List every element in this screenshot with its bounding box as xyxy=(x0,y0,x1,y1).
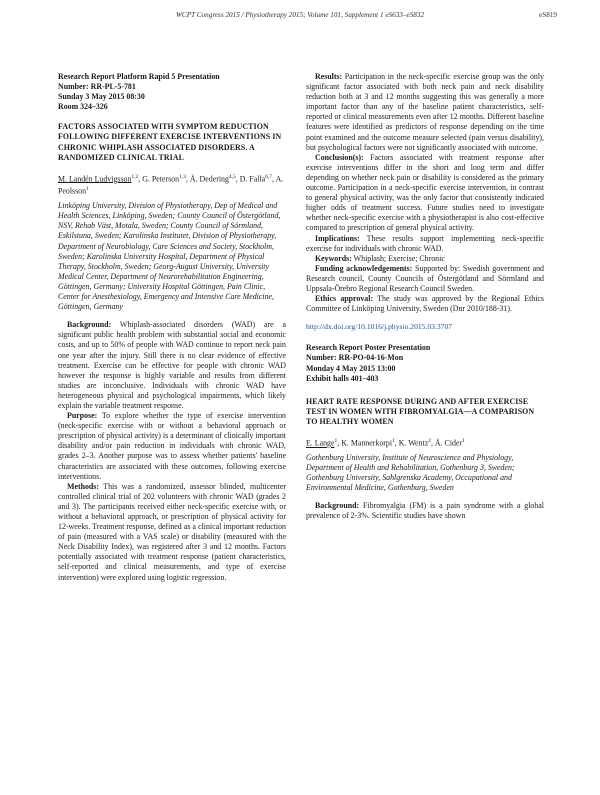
report1-methods xyxy=(58,482,286,583)
methods-label: Methods: xyxy=(67,481,99,491)
results-label: Results: xyxy=(315,72,343,81)
author-name: G. Peterson xyxy=(142,174,180,184)
report2-room: Exhibit halls 401–403 xyxy=(306,373,379,383)
background-text: Whiplash-associated disorders (WAD) are a significant public health problem with substantial social and economic costs, and up to 50% of people with WAD continue to report neck pain one year after the injury. Still there is no clear evidence of effective treatment. Exercise can be effective for people with chronic WAD however the response is highly variable and results from different studies are inconclusive. Individuals with chronic WAD have heterogeneous physical and psychological impairments, which likely explain the variable treatment response. xyxy=(58,320,286,410)
report1-meta xyxy=(58,72,286,112)
author-name: D. Falla xyxy=(239,174,266,184)
author-sup: 6,7 xyxy=(265,173,273,180)
author-name: K. Wentz xyxy=(398,438,429,448)
report1-results xyxy=(306,72,544,153)
background-label: Background: xyxy=(67,320,112,330)
conclusions-label: Conclusion(s): xyxy=(315,152,364,162)
author-name: M. Landén Ludvigsson xyxy=(58,174,132,184)
report1-conclusions xyxy=(306,153,544,234)
funding-text: Supported by: Swedish government and Research council, County Councils of Östergötland and Sörmland and Uppsala-Örebro Regional Research Council Sweden. xyxy=(306,263,544,293)
report2-date: Monday 4 May 2015 13:00 xyxy=(306,363,396,373)
background-text: Fibromyalgia (FM) is a pain syndrome with a global prevalence of 2-3%. Scientific studies have shown xyxy=(306,501,544,521)
report1-ethics xyxy=(306,294,544,314)
author-name: Å. Cider xyxy=(434,438,463,448)
report2-affiliations: Gothenburg University, Institute of Neuroscience and Physiology, Department of Health and Rehabilitation, Gothenburg 3, Sweden; Gothenburg University, Sahlgrenska Academy, Occupational and Environmental Medicine, Gothenburg, Sweden xyxy=(306,452,515,492)
purpose-text: To explore whether the type of exercise intervention (neck-specific exercise with or without a behavioral approach or prescription of physical activity) is a determinant of clinically important disability and/or pain reduction in individuals with chronic WAD, grades 2–3. Another purpose was to assess whether patients' baseline characteristics are associated with these outcomes, following exercise interventions. xyxy=(58,411,286,481)
author-sup: 1 xyxy=(334,438,338,444)
author-name: Å. Dedering xyxy=(189,174,229,184)
keywords-label: Keywords: xyxy=(315,253,352,263)
implications-text: These results support implementing neck-specific exercise for individuals with chronic WAD. xyxy=(306,233,544,253)
report2-background xyxy=(306,501,544,521)
doi-link[interactable]: http://dx.doi.org/10.1016/j.physio.2015.03.3707 xyxy=(306,322,453,332)
keywords-text: Whiplash; Exercise; Chronic xyxy=(353,253,445,263)
report1-implications xyxy=(306,234,544,254)
author-sup: 2 xyxy=(428,438,431,444)
author-name: A. Peolsson xyxy=(58,174,284,197)
report1-title: FACTORS ASSOCIATED WITH SYMPTOM REDUCTION FOLLOWING DIFFERENT EXERCISE INTERVENTIONS IN CHRONIC WHIPLASH ASSOCIATED DISORDERS. A RANDOMIZED CLINICAL TRIAL xyxy=(58,122,282,162)
author-sup: 1,3 xyxy=(179,173,186,180)
journal-citation: WCPT Congress 2015 / Physiotherapy 2015; Volume 101, Supplement 1 eS633–eS832 xyxy=(175,11,425,19)
report1-authors: M. Landén Ludvigsson$^{1,2}$, G. Peterson$^{1,3}$, Å. Dedering$^{4,5}$, D. Falla$^{6,7}$, A. Peolsson$^1$ xyxy=(58,173,284,197)
report1-affiliations: Linköping University, Division of Physiotherapy, Dep of Medical and Health Sciences, Linköping, Sweden; County Council of Östergötland, NSV, Rehab Väst, Motala, Sweden; County Council of Sörmland, Eskilstuna, Sweden; Karolinska Institutet, Division of Physiotherapy, Department of Neurobiology, Care Sciences and Society, Stockholm, Sweden; Karolinska University Hospital, Department of Physical Therapy, Stockholm, Sweden; Georg-August University, University Medical Center, Department of Neurorehabilitation Engineering, Göttingen, Germany; University Hospital Göttingen, Pain Clinic, Center for Anesthesiology, Emergency and Intensive Care Medicine, Göttingen, Germany xyxy=(58,201,281,312)
author-name: K. Mannerkorpi xyxy=(341,438,393,448)
implications-label: Implications: xyxy=(315,233,360,243)
ethics-label: Ethics approval: xyxy=(315,294,374,304)
report2-meta xyxy=(306,343,544,383)
report2-type: Research Report Poster Presentation xyxy=(306,343,431,353)
conclusions-text: Factors associated with treatment response after exercise interventions differ in the short and long term and differ depending on whether neck pain or disability is considered as the primary outcome. Participation in a neck-specific exercise intervention, in contrast to general physical activity, was the only factor that consistently indicated higher odds of treatment success. Future studies need to investigate whether neck-specific exercise with a physiotherapist is also cost-effective compared to prescription of general physical activity. xyxy=(306,152,544,233)
author-sup: 4,5 xyxy=(228,173,236,180)
results-text: Participation in the neck-specific exercise group was the only significant factor associated with both neck pain and neck disability reduction both at 3 and 12 months suggesting this was generally a more important factor than any of the baseline patient characteristics, self-reported or clinical measurements even after 12 months. Different baseline features were identified as predictors of response depending on the time point examined and the outcome measure selected (pain versus disability), but psychological factors were not significantly associated with outcome. xyxy=(306,72,544,152)
report1-type: Research Report Platform Rapid 5 Presentation xyxy=(58,72,220,81)
author-sup: 1,2 xyxy=(131,173,139,180)
page-number: eS819 xyxy=(539,11,557,19)
report1-background xyxy=(58,320,286,411)
author-sup: 1 xyxy=(462,438,465,444)
report1-funding xyxy=(306,264,544,294)
report1-number: Number: RR-PL-5-781 xyxy=(58,82,136,92)
methods-text: This was a randomized, assessor blinded, multicenter controlled clinical trial of 202 volunteers with chronic WAD (grades 2 and 3). The participants received either neck-specific exercise with, or without a behavioral approach, or prescription of physical activity for 12-weeks. Treatment response, defined as a clinical important reduction of pain (measured with a VAS scale) or disability (measured with the Neck Disability Index), was registered after 3 and 12 months. Factors potentially associated with treatment response (patient characteristics, self-reported and clinical measurements, and type of exercise intervention) were explored using logistic regression. xyxy=(58,481,286,582)
background-label: Background: xyxy=(315,501,360,511)
right-column xyxy=(306,72,544,521)
author-sup: 1 xyxy=(86,186,89,193)
report2-title: HEART RATE RESPONSE DURING AND AFTER EXERCISE TEST IN WOMEN WITH FIBROMYALGIA—A COMPARISON TO HEALTHY WOMEN xyxy=(306,396,535,426)
funding-label: Funding acknowledgements: xyxy=(315,263,413,273)
report1-keywords xyxy=(306,254,544,264)
author-name: E. Lange xyxy=(306,438,335,448)
report1-purpose xyxy=(58,411,286,482)
ethics-text: The study was approved by the Regional Ethics Committee of Linköping University, Sweden (Dnr 2010/188-31). xyxy=(306,294,544,314)
purpose-label: Purpose: xyxy=(67,411,98,421)
running-header xyxy=(0,11,600,23)
report1-date: Sunday 3 May 2015 08:30 xyxy=(58,92,145,102)
left-column xyxy=(58,72,286,583)
report2-authors: E. Lange$^1$, K. Mannerkorpi$^1$, K. Wentz$^2$, Å. Cider$^1$ xyxy=(306,438,465,448)
author-sup: 1 xyxy=(392,438,395,444)
report1-room: Room 324–326 xyxy=(58,102,108,112)
report2-number: Number: RR-PO-04-16-Mon xyxy=(306,353,404,363)
